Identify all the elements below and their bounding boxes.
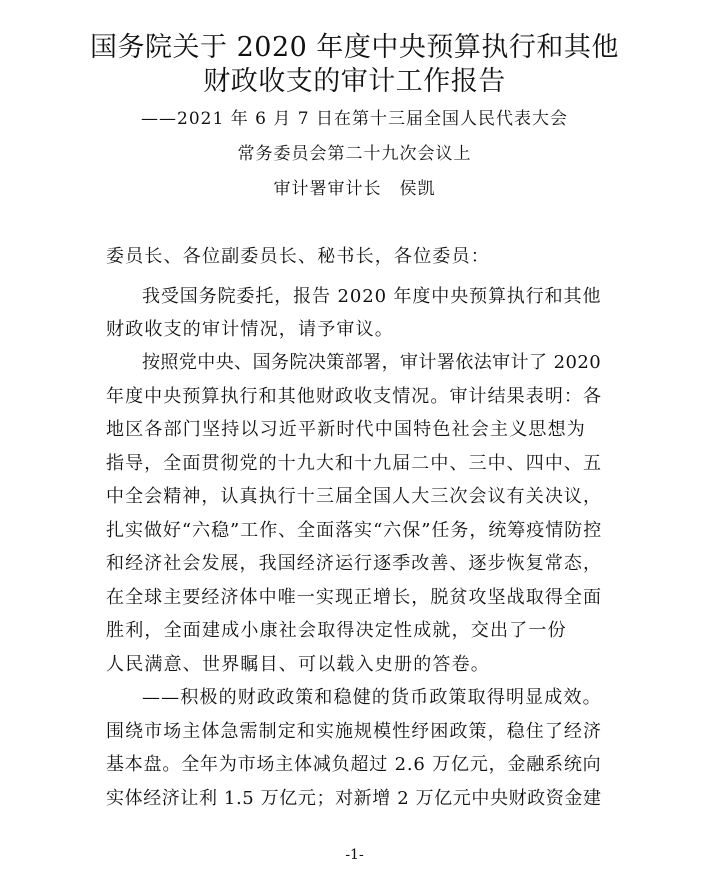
body-line: 按照党中央、国务院决策部署，审计署依法审计了 2020: [142, 352, 602, 373]
salutation: 委员长、各位副委员长、秘书长，各位委员：: [106, 246, 490, 267]
body-line: 胜利，全面建成小康社会取得决定性成就，交出了一份: [106, 620, 567, 641]
author-line: 审计署审计长 侯凯: [273, 179, 436, 199]
report-title-line-2: 财政收支的审计工作报告: [203, 66, 506, 97]
meeting-date-line: ——2021 年 6 月 7 日在第十三届全国人民代表大会: [141, 109, 568, 129]
meeting-name-line: 常务委员会第二十九次会议上: [237, 144, 472, 164]
body-line: 围绕市场主体急需制定和实施规模性纾困政策，稳住了经济: [106, 721, 603, 742]
body-line: 年度中央预算执行和其他财政收支情况。审计结果表明：各: [106, 386, 603, 407]
body-line: 在全球主要经济体中唯一实现正增长，脱贫攻坚战取得全面: [106, 587, 603, 608]
section-heading: ——积极的财政政策和稳健的货币政策取得明显成效。: [142, 687, 602, 708]
report-title-line-1: 国务院关于 2020 年度中央预算执行和其他: [90, 32, 619, 63]
body-line: 和经济社会发展，我国经济运行逐季改善、逐步恢复常态，: [106, 553, 603, 574]
body-line: 中全会精神，认真执行十三届全国人大三次会议有关决议，: [106, 486, 603, 507]
body-line: 人民满意、世界瞩目、可以载入史册的答卷。: [106, 654, 490, 675]
body-line: 地区各部门坚持以习近平新时代中国特色社会主义思想为: [106, 419, 586, 440]
body-line: 我受国务院委托，报告 2020 年度中央预算执行和其他: [142, 286, 602, 307]
page-number: -1-: [345, 847, 364, 863]
body-line: 基本盘。全年为市场主体减负超过 2.6 万亿元，金融系统向: [106, 754, 602, 775]
body-line: 实体经济让利 1.5 万亿元；对新增 2 万亿元中央财政资金建: [106, 788, 602, 809]
body-line: 扎实做好“六稳”工作、全面落实“六保”任务，统筹疫情防控: [106, 520, 603, 541]
body-line: 指导，全面贯彻党的十九大和十九届二中、三中、四中、五: [106, 453, 603, 474]
body-line: 财政收支的审计情况，请予审议。: [106, 319, 394, 340]
